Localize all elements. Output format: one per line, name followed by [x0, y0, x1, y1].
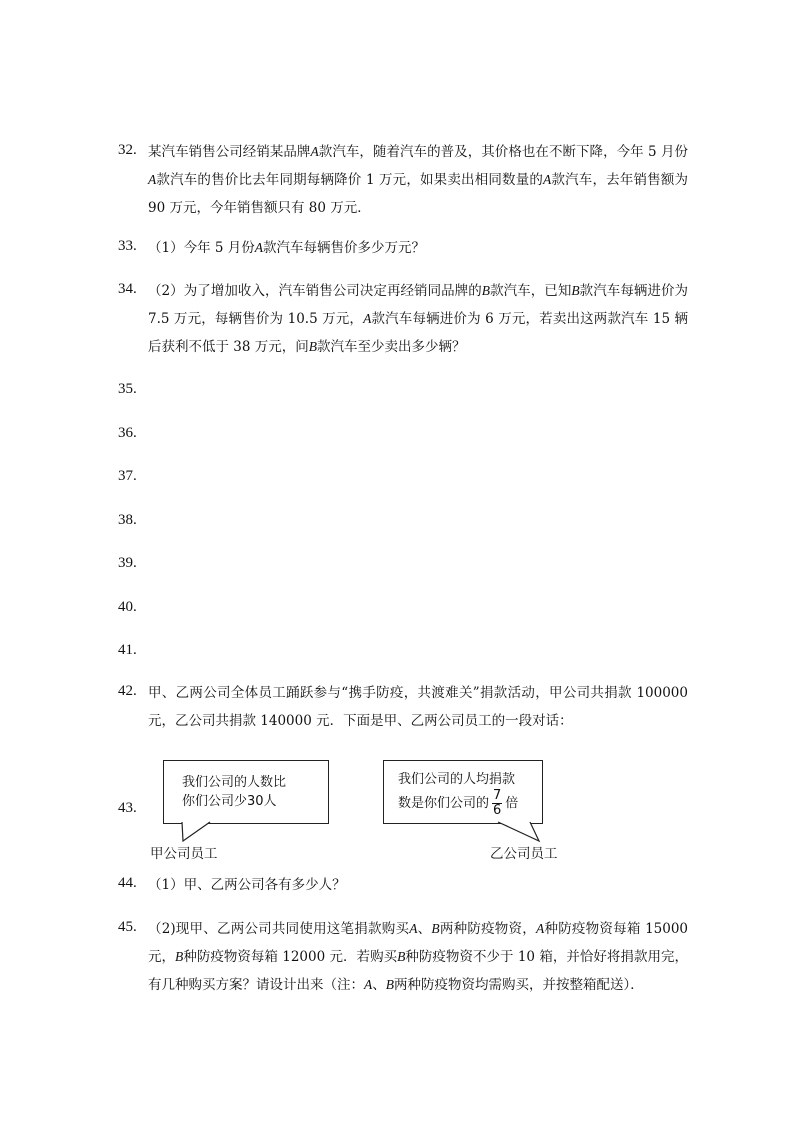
question-text: （1）甲、乙两公司各有多少人？ [148, 877, 346, 893]
speech-bubble-left-text: 我们公司的人数比 你们公司少30人 [182, 775, 287, 809]
question-number-43: 43. [118, 800, 137, 816]
fraction-seven-sixths: $\frac{7}{6}$ [493, 788, 502, 818]
speech-bubble-right [383, 760, 543, 824]
question-number-38: 38. [118, 512, 137, 528]
question-number-39: 39. [118, 555, 137, 571]
question-text: （2)现甲、乙两公司共同使用这笔捐款购买A、B两种防疫物资，A种防疫物资每箱 15000 元，B种防疫物资每箱 12000 元．若购买B种防疫物资不少于 10 箱，并恰好将捐款用完，有几种购买方案？请设计出来（注：A、B两种防疫物资均需购买，并按整箱配送）． [148, 921, 689, 993]
question-text: 甲、乙两公司全体员工踊跃参与“携手防疫，共渡难关”捐款活动，甲公司共捐款 100000 元，乙公司共捐款 140000 元．下面是甲、乙两公司员工的一段对话： [148, 685, 688, 729]
question-33 [118, 234, 688, 262]
question-number: 34. [118, 281, 137, 297]
speech-bubble-left-tail [170, 821, 230, 843]
question-45 [118, 915, 688, 999]
question-number: 32. [118, 142, 137, 158]
question-number: 42. [118, 683, 137, 699]
speaker-right-label: 乙公司员工 [490, 846, 558, 862]
question-number-40: 40. [118, 599, 137, 615]
speech-bubble-right-tail [490, 821, 550, 843]
question-number-35: 35. [118, 381, 137, 397]
question-text: （2）为了增加收入，汽车销售公司决定再经销同品牌的B款汽车，已知B款汽车每辆进价为 7.5 万元，每辆售价为 10.5 万元，A款汽车每辆进价为 6 万元，若卖出这两款汽车 15 辆后获利不低于 38 万元，问B款汽车至少卖出多少辆？ [148, 283, 689, 355]
question-42 [118, 679, 688, 735]
question-number: 33. [118, 238, 137, 254]
question-44 [118, 871, 688, 899]
speaker-left-label: 甲公司员工 [150, 846, 218, 862]
question-number: 45. [118, 919, 137, 935]
question-32 [118, 138, 688, 222]
question-number-36: 36. [118, 425, 137, 441]
question-text: 某汽车销售公司经销某品牌A款汽车，随着汽车的普及，其价格也在不断下降，今年 5 月份A款汽车的售价比去年同期每辆降价 1 万元，如果卖出相同数量的A款汽车，去年销售额为 90 万元，今年销售额只有 80 万元． [148, 144, 689, 216]
question-number-37: 37. [118, 468, 137, 484]
question-text: （1）今年 5 月份A款汽车每辆售价多少万元？ [148, 240, 426, 256]
question-34 [118, 277, 688, 361]
speech-bubble-left [163, 760, 329, 824]
question-number: 44. [118, 875, 137, 891]
speech-bubble-right-text: 我们公司的人均捐款 数是你们公司的 $\frac{7}{6}$ 倍 [398, 772, 519, 818]
question-number-41: 41. [118, 642, 137, 658]
